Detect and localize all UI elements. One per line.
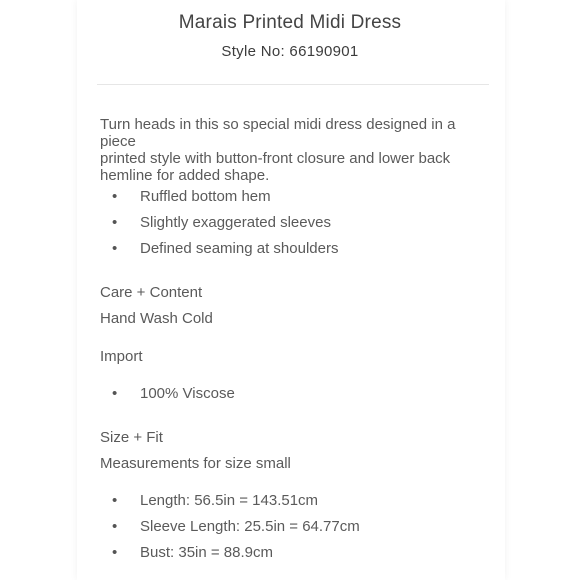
style-number: Style No: 66190901 xyxy=(221,43,359,60)
care-content-heading: Care + Content xyxy=(100,284,203,301)
product-description xyxy=(100,116,480,184)
measurement-item: Bust: 35in = 88.9cm xyxy=(140,544,273,561)
bullet-icon: • xyxy=(112,188,118,205)
feature-item: Slightly exaggerated sleeves xyxy=(140,214,331,231)
product-title: Marais Printed Midi Dress xyxy=(178,12,402,33)
feature-item: Defined seaming at shoulders xyxy=(140,240,339,257)
bullet-icon: • xyxy=(112,240,118,257)
feature-item: Ruffled bottom hem xyxy=(140,188,271,205)
size-fit-subheading: Measurements for size small xyxy=(100,455,291,472)
origin-label: Import xyxy=(100,348,143,365)
description-line: printed style with button-front closure and lower back xyxy=(100,150,451,167)
size-fit-heading: Size + Fit xyxy=(100,429,163,446)
care-instruction: Hand Wash Cold xyxy=(100,310,213,327)
bullet-icon: • xyxy=(112,544,118,561)
measurement-item: Length: 56.5in = 143.51cm xyxy=(140,492,319,509)
bullet-icon: • xyxy=(112,385,118,402)
header-divider xyxy=(97,84,489,85)
content-item: 100% Viscose xyxy=(140,385,235,402)
bullet-icon: • xyxy=(112,214,118,231)
measurement-item: Sleeve Length: 25.5in = 64.77cm xyxy=(140,518,360,535)
bullet-icon: • xyxy=(112,518,118,535)
description-line: hemline for added shape. xyxy=(100,167,270,184)
description-line: Turn heads in this so special midi dress designed in a piece xyxy=(100,116,456,150)
bullet-icon: • xyxy=(112,492,118,509)
